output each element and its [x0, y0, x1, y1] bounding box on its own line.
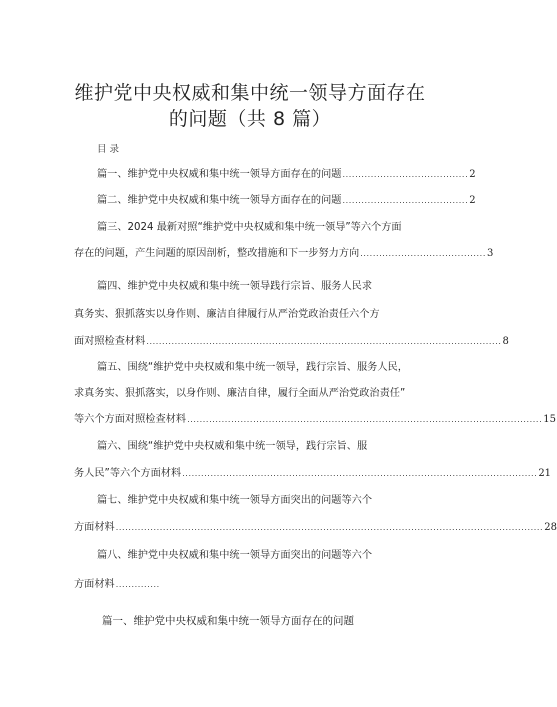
toc-entry-2-text: 篇二、维护党中央权威和集中统一领导方面存在的问题: [97, 195, 342, 206]
toc-entry-4-cont[interactable]: [74, 308, 380, 322]
toc-entry-5[interactable]: [97, 361, 408, 375]
toc-entry-4-cont2[interactable]: [74, 335, 509, 349]
toc-entry-6-page: 21: [538, 468, 552, 479]
toc-entry-7-page: 28: [544, 522, 557, 533]
toc-entry-8-cont-text: 方面材料: [74, 579, 115, 590]
toc-leader-dots: ........................................: [342, 196, 469, 205]
toc-leader-dots: ........................................: [342, 170, 469, 179]
toc-entry-1-page: 2: [469, 169, 476, 180]
toc-entry-4-cont2-text: 面对照检查材料: [74, 336, 146, 347]
toc-entry-3-cont-text: 存在的问题，产生问题的原因剖析，整改措施和下一步努力方向: [74, 248, 360, 259]
toc-entry-7[interactable]: [97, 494, 372, 508]
toc-entry-7-cont-text: 方面材料: [74, 522, 115, 533]
toc-entry-5-cont-text: 求真务实、狠抓落实，以身作则、廉洁自律，履行全面从严治党政治责任”: [74, 388, 406, 399]
document-title-line-1: 维护党中央权威和集中统一领导方面存在: [74, 82, 426, 104]
toc-leader-dots: ..............: [115, 580, 160, 589]
toc-entry-7-text: 篇七、维护党中央权威和集中统一领导方面突出的问题等六个: [97, 495, 373, 506]
toc-entry-4[interactable]: [97, 280, 372, 294]
toc-entry-5-cont2[interactable]: [74, 413, 556, 427]
toc-leader-dots: ........................................: [360, 249, 486, 258]
toc-entry-3-page: 3: [486, 248, 494, 259]
toc-heading: 目录: [97, 144, 123, 155]
toc-entry-3-cont[interactable]: [74, 247, 494, 261]
toc-leader-dots: ........................................................................................................................................: [115, 523, 544, 532]
toc-entry-5-text: 篇五、围绕“维护党中央权威和集中统一领导，践行宗旨、服务人民，: [97, 362, 408, 373]
toc-entry-5-page: 15: [543, 414, 556, 425]
toc-entry-3-text: 篇三、2024 最新对照“维护党中央权威和集中统一领导”等六个方面: [97, 222, 402, 233]
toc-entry-2-page: 2: [469, 195, 476, 206]
toc-entry-8[interactable]: [97, 549, 372, 563]
toc-entry-4-page: 8: [502, 336, 509, 347]
toc-entry-1-text: 篇一、维护党中央权威和集中统一领导方面存在的问题: [97, 169, 342, 180]
toc-leader-dots: .................................................................................................................: [146, 337, 502, 346]
toc-entry-8-text: 篇八、维护党中央权威和集中统一领导方面突出的问题等六个: [97, 550, 373, 561]
toc-entry-6-cont-text: 务人民”等六个方面材料: [74, 468, 182, 479]
toc-entry-4-cont-text: 真务实、狠抓落实以身作则、廉洁自律履行从严治党政治责任六个方: [74, 309, 380, 320]
toc-entry-2[interactable]: [97, 194, 476, 208]
toc-entry-3[interactable]: [97, 221, 402, 235]
toc-entry-6-cont[interactable]: [74, 467, 552, 481]
toc-entry-1[interactable]: [97, 168, 476, 182]
toc-leader-dots: .................................................................................................................: [182, 469, 538, 478]
section-heading: 篇一、维护党中央权威和集中统一领导方面存在的问题: [102, 615, 354, 627]
toc-entry-8-cont[interactable]: [74, 578, 161, 592]
toc-entry-7-cont[interactable]: [74, 521, 557, 535]
toc-entry-6-text: 篇六、围绕“维护党中央权威和集中统一领导，践行宗旨、服: [97, 441, 368, 452]
document-title-line-2: 的问题（共 8 篇）: [168, 108, 332, 130]
toc-entry-5-cont[interactable]: [74, 387, 405, 401]
toc-entry-6[interactable]: [97, 440, 367, 454]
toc-entry-5-cont2-text: 等六个方面对照检查材料: [74, 414, 187, 425]
toc-leader-dots: .................................................................................................................: [187, 415, 543, 424]
toc-entry-4-text: 篇四、维护党中央权威和集中统一领导践行宗旨、服务人民求: [97, 281, 373, 292]
